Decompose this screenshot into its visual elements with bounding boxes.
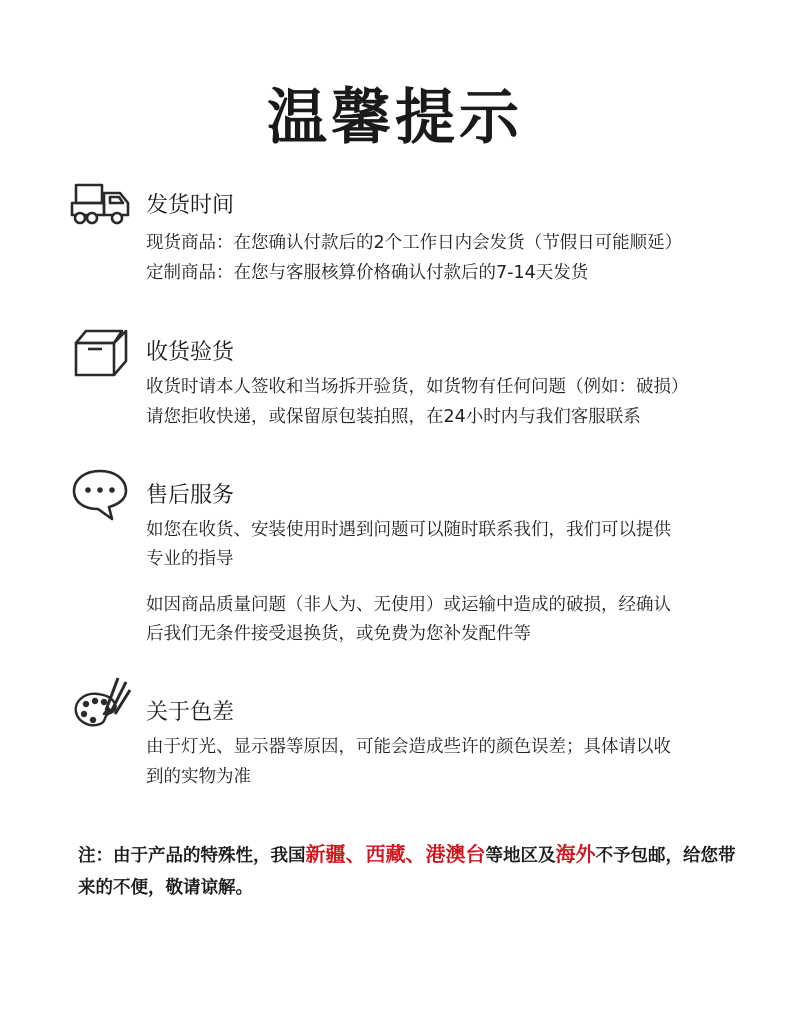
body-line: 由于灯光、显示器等原因，可能会造成些许的颜色误差；具体请以收 bbox=[146, 737, 671, 757]
note-region: 海外 bbox=[555, 842, 596, 866]
section-heading: 发货时间 bbox=[146, 193, 235, 218]
palette-icon bbox=[68, 672, 132, 732]
chat-bubble-icon bbox=[68, 465, 132, 525]
section-heading: 收货验货 bbox=[146, 340, 235, 365]
body-line: 定制商品：在您与客服核算价格确认付款后的7-14天发货 bbox=[146, 263, 589, 283]
box-icon bbox=[68, 325, 132, 385]
body-line: 到的实物为准 bbox=[146, 767, 251, 787]
body-line: 请您拒收快递，或保留原包装拍照，在24小时内与我们客服联系 bbox=[146, 407, 641, 427]
note-separator: 、 bbox=[345, 842, 366, 866]
truck-icon bbox=[68, 175, 132, 235]
section-heading: 关于色差 bbox=[146, 700, 235, 725]
shipping-note bbox=[78, 838, 738, 904]
note-prefix: 注：由于产品的特殊性，我国 bbox=[78, 846, 306, 866]
body-line: 收货时请本人签收和当场拆开验货，如货物有任何问题（例如：破损） bbox=[146, 377, 689, 397]
body-line: 现货商品：在您确认付款后的2个工作日内会发货（节假日可能顺延） bbox=[146, 233, 683, 253]
body-line: 后我们无条件接受退换货，或免费为您补发配件等 bbox=[146, 624, 531, 644]
body-line: 如因商品质量问题（非人为、无使用）或运输中造成的破损，经确认 bbox=[146, 595, 671, 615]
note-region: 西藏 bbox=[365, 842, 406, 866]
note-region: 新疆 bbox=[305, 842, 346, 866]
note-region: 港澳台 bbox=[425, 842, 486, 866]
page-title: 温馨提示 bbox=[267, 83, 523, 153]
note-separator: 、 bbox=[405, 842, 426, 866]
body-line: 如您在收货、安装使用时遇到问题可以随时联系我们，我们可以提供 bbox=[146, 520, 671, 540]
note-middle: 等地区及 bbox=[485, 846, 556, 866]
note-suffix: 不予包邮，给您带来的不便，敬请谅解。 bbox=[78, 846, 736, 898]
body-line: 专业的指导 bbox=[146, 549, 234, 569]
section-heading: 售后服务 bbox=[146, 483, 235, 508]
